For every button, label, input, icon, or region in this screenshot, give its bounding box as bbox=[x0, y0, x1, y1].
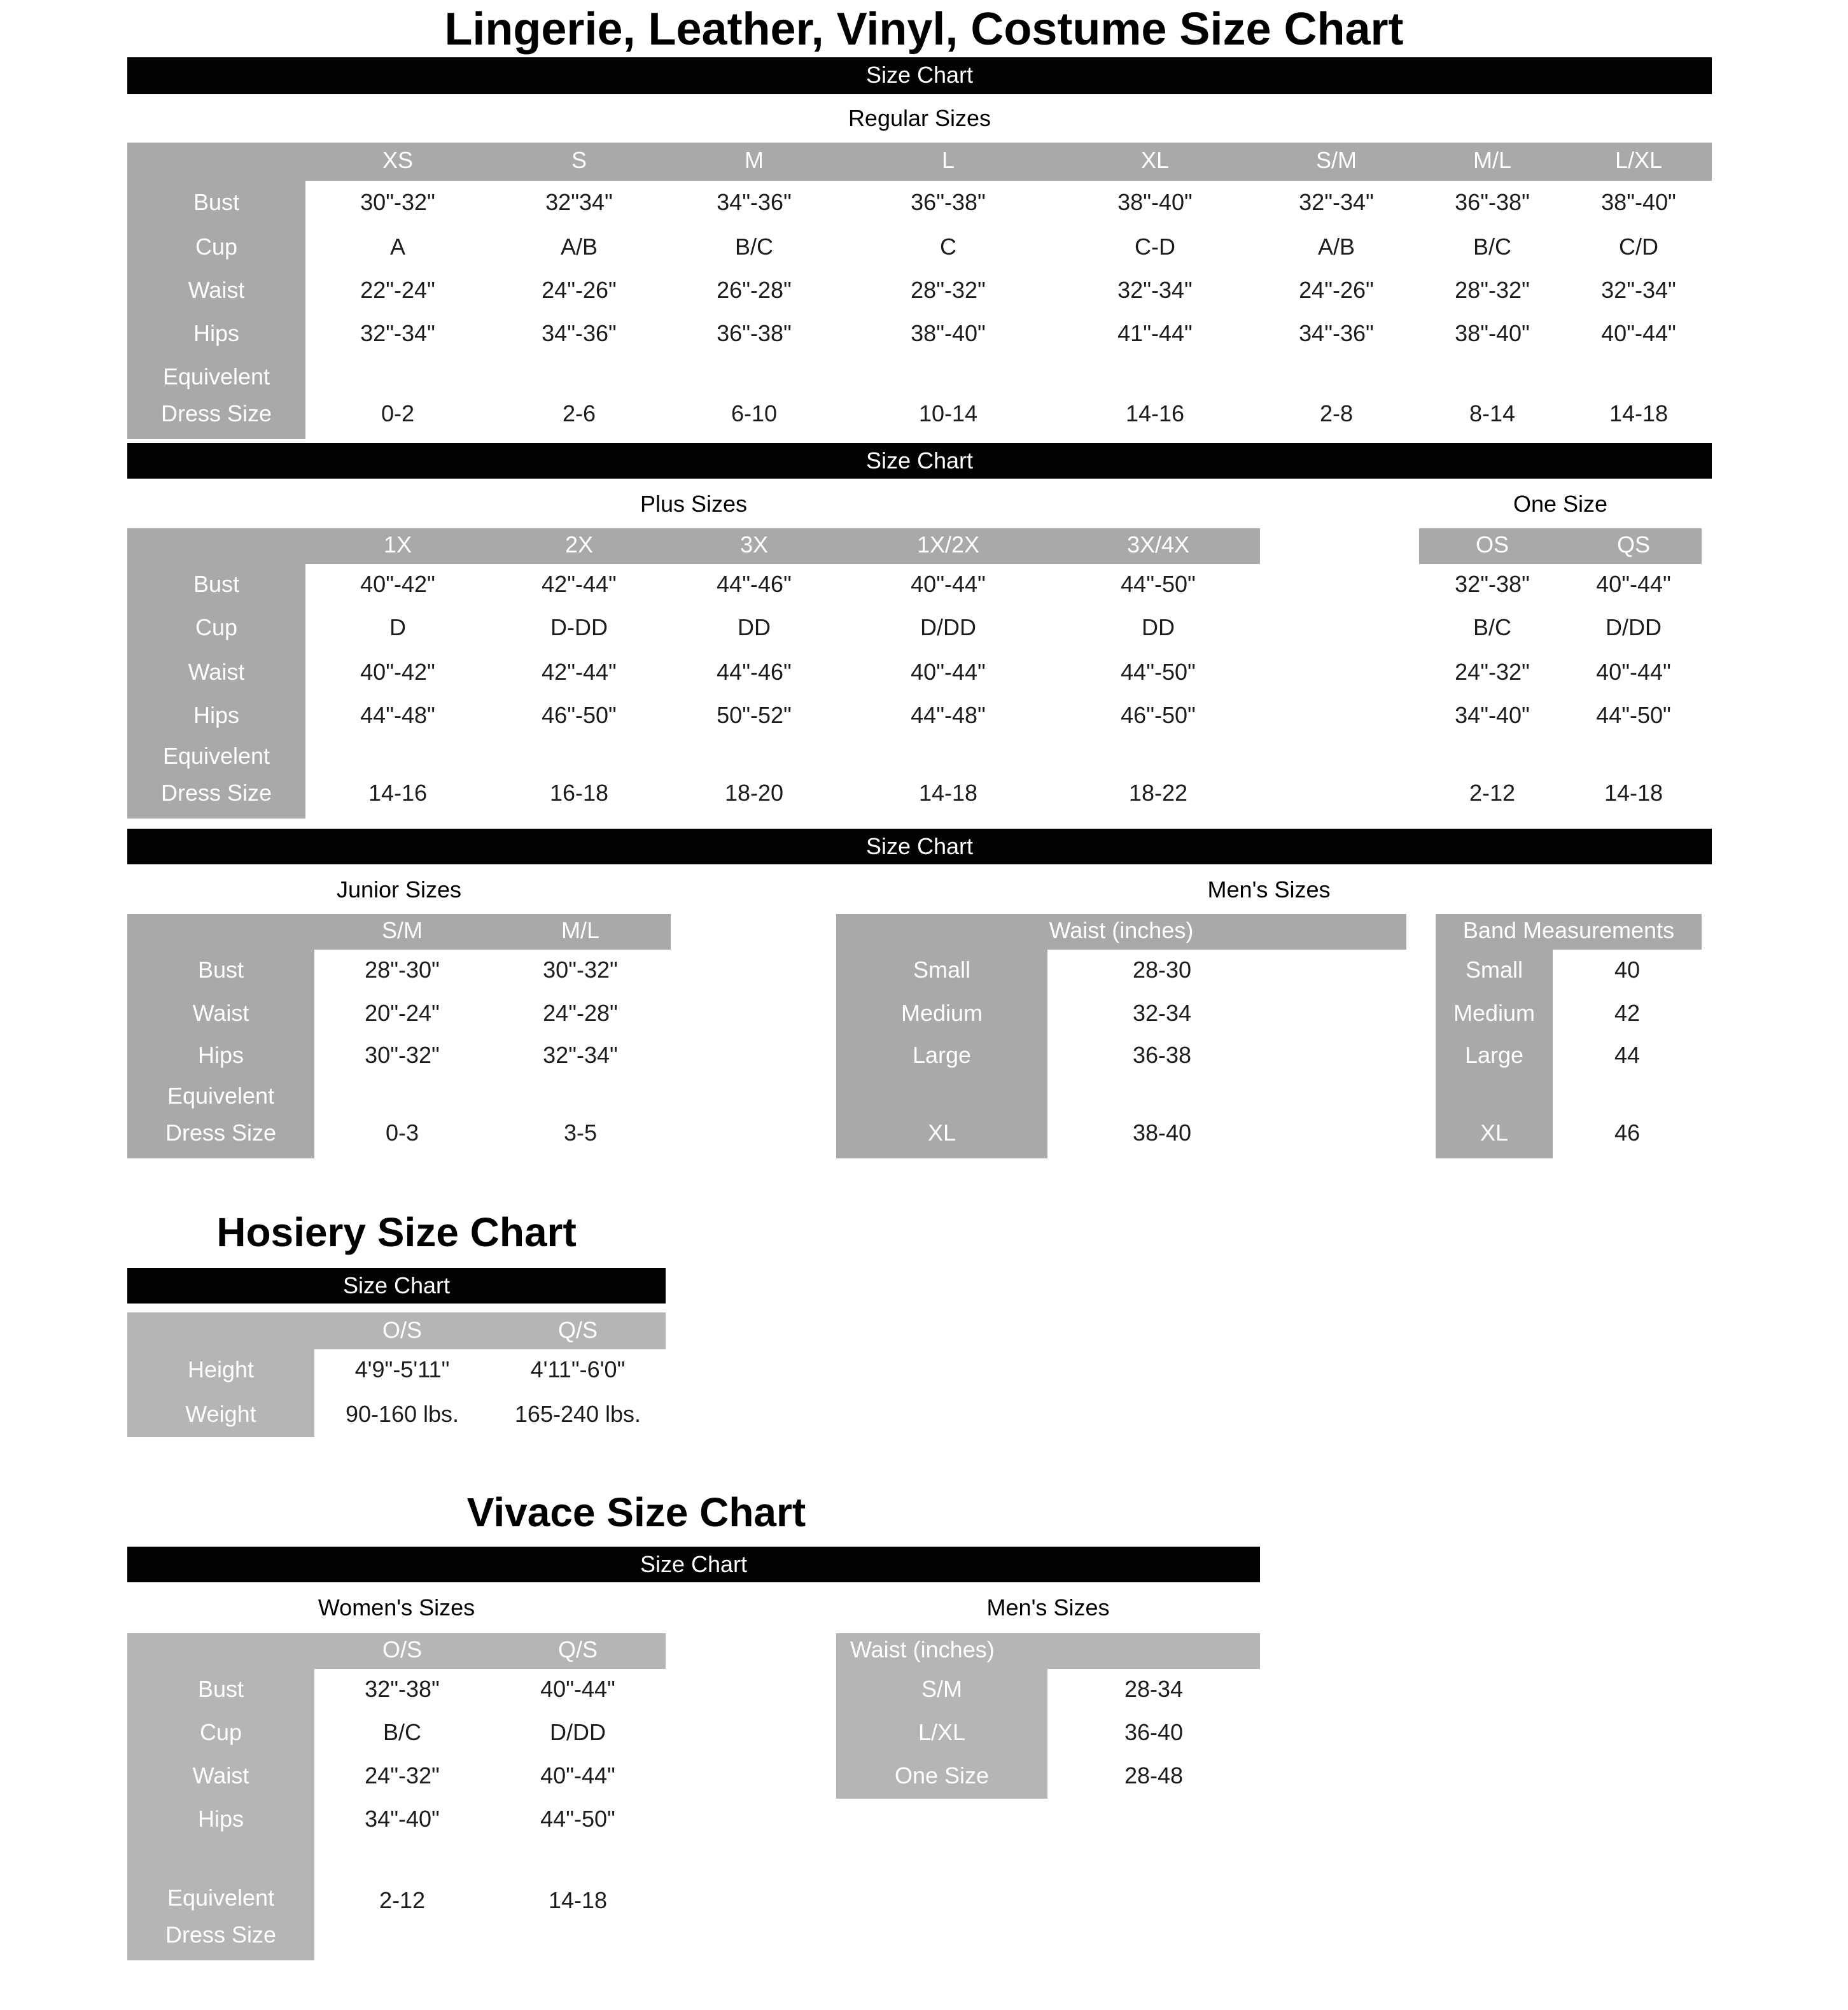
row-label: XL bbox=[1436, 1078, 1553, 1158]
value-cell: 10-14 bbox=[840, 356, 1056, 439]
row-label: Height bbox=[127, 1349, 314, 1393]
value-cell: 32"34" bbox=[490, 181, 668, 227]
column-header: L bbox=[840, 143, 1056, 181]
value-cell: 30"-32" bbox=[305, 181, 490, 227]
value-cell: D/DD bbox=[490, 1712, 666, 1755]
size-chart-bar-label: Size Chart bbox=[865, 833, 974, 859]
value-cell: D bbox=[305, 607, 490, 650]
section-label-mens: Men's Sizes bbox=[1207, 877, 1331, 903]
value-cell: B/C bbox=[1419, 607, 1565, 650]
value-cell: 36-38 bbox=[1047, 1035, 1277, 1078]
value-cell: 44"-50" bbox=[1056, 564, 1260, 607]
table-header-band: Band Measurements bbox=[1436, 914, 1702, 950]
row-label: S/M bbox=[836, 1669, 1047, 1712]
row-label: Small bbox=[836, 950, 1047, 993]
value-cell: 4'11"-6'0" bbox=[490, 1349, 666, 1393]
value-cell: 50"-52" bbox=[668, 695, 840, 738]
value-cell: 14-18 bbox=[1565, 738, 1702, 819]
row-label: Hips bbox=[127, 1035, 314, 1078]
value-cell: 32"-34" bbox=[490, 1035, 671, 1078]
value-cell: 26"-28" bbox=[668, 270, 840, 313]
value-cell: 14-16 bbox=[1056, 356, 1254, 439]
value-cell: 46"-50" bbox=[1056, 695, 1260, 738]
value-cell: 14-16 bbox=[305, 738, 490, 819]
size-chart-bar bbox=[127, 829, 1712, 864]
value-cell: 90-160 lbs. bbox=[314, 1393, 490, 1437]
column-header: 3X bbox=[668, 528, 840, 564]
value-cell: D/DD bbox=[1565, 607, 1702, 650]
value-cell: 40"-42" bbox=[305, 650, 490, 695]
row-label: Large bbox=[836, 1035, 1047, 1078]
value-cell: 6-10 bbox=[668, 356, 840, 439]
row-label: One Size bbox=[836, 1755, 1047, 1799]
filler-cell bbox=[1277, 1035, 1406, 1078]
row-label: Cup bbox=[127, 227, 305, 270]
value-cell: 44"-48" bbox=[305, 695, 490, 738]
column-header: XS bbox=[305, 143, 490, 181]
value-cell: 20"-24" bbox=[314, 993, 490, 1035]
row-label: Waist bbox=[127, 1755, 314, 1799]
value-cell: 34"-40" bbox=[314, 1799, 490, 1842]
row-label-dress-size: Equivelent Dress Size bbox=[127, 356, 305, 439]
row-label: Waist bbox=[127, 993, 314, 1035]
column-header: 1X/2X bbox=[840, 528, 1056, 564]
row-label: Bust bbox=[127, 950, 314, 993]
value-cell: 28-48 bbox=[1047, 1755, 1260, 1799]
value-cell: 32"-34" bbox=[1254, 181, 1419, 227]
corner-cell bbox=[127, 143, 305, 181]
column-header: M/L bbox=[1419, 143, 1565, 181]
row-label: Hips bbox=[127, 1799, 314, 1842]
value-cell: 3-5 bbox=[490, 1078, 671, 1158]
value-cell: 36"-38" bbox=[840, 181, 1056, 227]
corner-cell bbox=[127, 914, 314, 950]
hosiery-title: Hosiery Size Chart bbox=[216, 1209, 577, 1255]
value-cell: 16-18 bbox=[490, 738, 668, 819]
section-label-vivace-mens: Men's Sizes bbox=[986, 1595, 1110, 1620]
size-chart-bar-label: Size Chart bbox=[865, 447, 974, 473]
value-cell: 44"-48" bbox=[840, 695, 1056, 738]
value-cell: 34"-36" bbox=[668, 181, 840, 227]
value-cell: 44"-50" bbox=[490, 1799, 666, 1842]
value-cell: 28"-32" bbox=[840, 270, 1056, 313]
value-cell: 40"-44" bbox=[1565, 564, 1702, 607]
value-cell: 36"-38" bbox=[1419, 181, 1565, 227]
value-cell: 28"-30" bbox=[314, 950, 490, 993]
value-cell: D/DD bbox=[840, 607, 1056, 650]
row-label: Bust bbox=[127, 564, 305, 607]
row-label: Bust bbox=[127, 1669, 314, 1712]
value-cell: 14-18 bbox=[1565, 356, 1712, 439]
vivace-title: Vivace Size Chart bbox=[466, 1489, 806, 1535]
plus-sizes-table bbox=[127, 528, 1260, 819]
section-label-vivace-womens: Women's Sizes bbox=[318, 1595, 475, 1620]
row-label: Small bbox=[1436, 950, 1553, 993]
value-cell: 44 bbox=[1553, 1035, 1702, 1078]
value-cell: 24"-26" bbox=[1254, 270, 1419, 313]
value-cell: 28-30 bbox=[1047, 950, 1277, 993]
value-cell: 24"-32" bbox=[1419, 650, 1565, 695]
row-label: Medium bbox=[836, 993, 1047, 1035]
value-cell: 30"-32" bbox=[314, 1035, 490, 1078]
row-label: Waist bbox=[127, 270, 305, 313]
column-header: 2X bbox=[490, 528, 668, 564]
value-cell: 18-22 bbox=[1056, 738, 1260, 819]
value-cell: C bbox=[840, 227, 1056, 270]
regular-sizes-table bbox=[127, 143, 1712, 439]
value-cell: C-D bbox=[1056, 227, 1254, 270]
page-title: Lingerie, Leather, Vinyl, Costume Size Chart bbox=[444, 3, 1404, 55]
value-cell: 34"-36" bbox=[490, 313, 668, 356]
corner-cell bbox=[127, 1312, 314, 1349]
table-header-waist: Waist (inches) bbox=[836, 1633, 1260, 1669]
size-chart-bar-label: Size Chart bbox=[640, 1551, 748, 1577]
column-header: M/L bbox=[490, 914, 671, 950]
row-label-dress-size: Equivelent Dress Size bbox=[127, 1842, 314, 1960]
value-cell: 32"-34" bbox=[1056, 270, 1254, 313]
column-header: O/S bbox=[314, 1312, 490, 1349]
value-cell: 24"-26" bbox=[490, 270, 668, 313]
value-cell: 40"-42" bbox=[305, 564, 490, 607]
corner-cell bbox=[127, 1633, 314, 1669]
value-cell: 4'9"-5'11" bbox=[314, 1349, 490, 1393]
value-cell: 18-20 bbox=[668, 738, 840, 819]
value-cell: 38"-40" bbox=[1419, 313, 1565, 356]
row-label: XL bbox=[836, 1078, 1047, 1158]
value-cell: 24"-32" bbox=[314, 1755, 490, 1799]
column-header: QS bbox=[1565, 528, 1702, 564]
value-cell: 0-2 bbox=[305, 356, 490, 439]
hosiery-table bbox=[127, 1312, 666, 1437]
value-cell: 34"-40" bbox=[1419, 695, 1565, 738]
row-label: Large bbox=[1436, 1035, 1553, 1078]
corner-cell bbox=[127, 528, 305, 564]
one-size-table bbox=[1419, 528, 1702, 819]
value-cell: 38"-40" bbox=[840, 313, 1056, 356]
value-cell: C/D bbox=[1565, 227, 1712, 270]
value-cell: B/C bbox=[668, 227, 840, 270]
value-cell: 0-3 bbox=[314, 1078, 490, 1158]
value-cell: 36-40 bbox=[1047, 1712, 1260, 1755]
value-cell: 38-40 bbox=[1047, 1078, 1277, 1158]
value-cell: 28"-32" bbox=[1419, 270, 1565, 313]
value-cell: 32"-38" bbox=[314, 1669, 490, 1712]
row-label: Bust bbox=[127, 181, 305, 227]
value-cell: 28-34 bbox=[1047, 1669, 1260, 1712]
value-cell: 46 bbox=[1553, 1078, 1702, 1158]
value-cell: B/C bbox=[1419, 227, 1565, 270]
column-header: S bbox=[490, 143, 668, 181]
size-chart-bar-label: Size Chart bbox=[865, 62, 974, 88]
value-cell: 38"-40" bbox=[1565, 181, 1712, 227]
value-cell: 44"-46" bbox=[668, 564, 840, 607]
table-header-waist: Waist (inches) bbox=[836, 914, 1406, 950]
row-label: Cup bbox=[127, 1712, 314, 1755]
value-cell: 2-6 bbox=[490, 356, 668, 439]
row-label: Weight bbox=[127, 1393, 314, 1437]
value-cell: 40 bbox=[1553, 950, 1702, 993]
value-cell: 24"-28" bbox=[490, 993, 671, 1035]
value-cell: 30"-32" bbox=[490, 950, 671, 993]
vivace-womens-table bbox=[127, 1633, 666, 1960]
value-cell: DD bbox=[668, 607, 840, 650]
value-cell: 44"-50" bbox=[1056, 650, 1260, 695]
size-chart-bar bbox=[127, 443, 1712, 479]
value-cell: 44"-50" bbox=[1565, 695, 1702, 738]
junior-sizes-table bbox=[127, 914, 671, 1158]
value-cell: 32"-38" bbox=[1419, 564, 1565, 607]
filler-cell bbox=[1277, 950, 1406, 993]
row-label-dress-size: Equivelent Dress Size bbox=[127, 738, 305, 819]
column-header: Q/S bbox=[490, 1312, 666, 1349]
filler-cell bbox=[1277, 993, 1406, 1035]
column-header: S/M bbox=[314, 914, 490, 950]
section-label-plus: Plus Sizes bbox=[640, 491, 748, 517]
column-header: M bbox=[668, 143, 840, 181]
value-cell: D-DD bbox=[490, 607, 668, 650]
mens-waist-table bbox=[836, 914, 1406, 1158]
value-cell: 40"-44" bbox=[1565, 313, 1712, 356]
value-cell: A/B bbox=[1254, 227, 1419, 270]
mens-band-table bbox=[1436, 914, 1702, 1158]
column-header: 3X/4X bbox=[1056, 528, 1260, 564]
value-cell: 44"-46" bbox=[668, 650, 840, 695]
size-chart-bar-label: Size Chart bbox=[342, 1272, 451, 1298]
value-cell: A/B bbox=[490, 227, 668, 270]
value-cell: 32-34 bbox=[1047, 993, 1277, 1035]
value-cell: 42"-44" bbox=[490, 650, 668, 695]
value-cell: 40"-44" bbox=[840, 564, 1056, 607]
value-cell: 165-240 lbs. bbox=[490, 1393, 666, 1437]
size-chart-bar bbox=[127, 1268, 666, 1304]
column-header: OS bbox=[1419, 528, 1565, 564]
section-label-junior: Junior Sizes bbox=[336, 877, 462, 903]
value-cell: 42"-44" bbox=[490, 564, 668, 607]
value-cell: 36"-38" bbox=[668, 313, 840, 356]
value-cell: 41"-44" bbox=[1056, 313, 1254, 356]
value-cell: DD bbox=[1056, 607, 1260, 650]
column-header: L/XL bbox=[1565, 143, 1712, 181]
value-cell: 14-18 bbox=[490, 1842, 666, 1960]
filler-cell bbox=[1277, 1078, 1406, 1158]
value-cell: 2-12 bbox=[314, 1842, 490, 1960]
value-cell: 46"-50" bbox=[490, 695, 668, 738]
row-label: Hips bbox=[127, 695, 305, 738]
value-cell: 34"-36" bbox=[1254, 313, 1419, 356]
value-cell: 2-12 bbox=[1419, 738, 1565, 819]
row-label: Waist bbox=[127, 650, 305, 695]
value-cell: 32"-34" bbox=[1565, 270, 1712, 313]
value-cell: 40"-44" bbox=[490, 1755, 666, 1799]
row-label: Cup bbox=[127, 607, 305, 650]
value-cell: B/C bbox=[314, 1712, 490, 1755]
vivace-mens-table bbox=[836, 1633, 1260, 1799]
value-cell: 2-8 bbox=[1254, 356, 1419, 439]
size-chart-bar bbox=[127, 1547, 1260, 1582]
column-header: O/S bbox=[314, 1633, 490, 1669]
size-chart-bar bbox=[127, 57, 1712, 94]
value-cell: 40"-44" bbox=[840, 650, 1056, 695]
column-header: Q/S bbox=[490, 1633, 666, 1669]
value-cell: 22"-24" bbox=[305, 270, 490, 313]
section-label-one-size: One Size bbox=[1513, 491, 1608, 517]
section-label-regular: Regular Sizes bbox=[848, 106, 991, 131]
row-label: Medium bbox=[1436, 993, 1553, 1035]
column-header: 1X bbox=[305, 528, 490, 564]
value-cell: 42 bbox=[1553, 993, 1702, 1035]
value-cell: 8-14 bbox=[1419, 356, 1565, 439]
value-cell: A bbox=[305, 227, 490, 270]
row-label: L/XL bbox=[836, 1712, 1047, 1755]
value-cell: 40"-44" bbox=[490, 1669, 666, 1712]
row-label: Hips bbox=[127, 313, 305, 356]
value-cell: 38"-40" bbox=[1056, 181, 1254, 227]
value-cell: 32"-34" bbox=[305, 313, 490, 356]
column-header: S/M bbox=[1254, 143, 1419, 181]
value-cell: 40"-44" bbox=[1565, 650, 1702, 695]
column-header: XL bbox=[1056, 143, 1254, 181]
value-cell: 14-18 bbox=[840, 738, 1056, 819]
row-label-dress-size: Equivelent Dress Size bbox=[127, 1078, 314, 1158]
